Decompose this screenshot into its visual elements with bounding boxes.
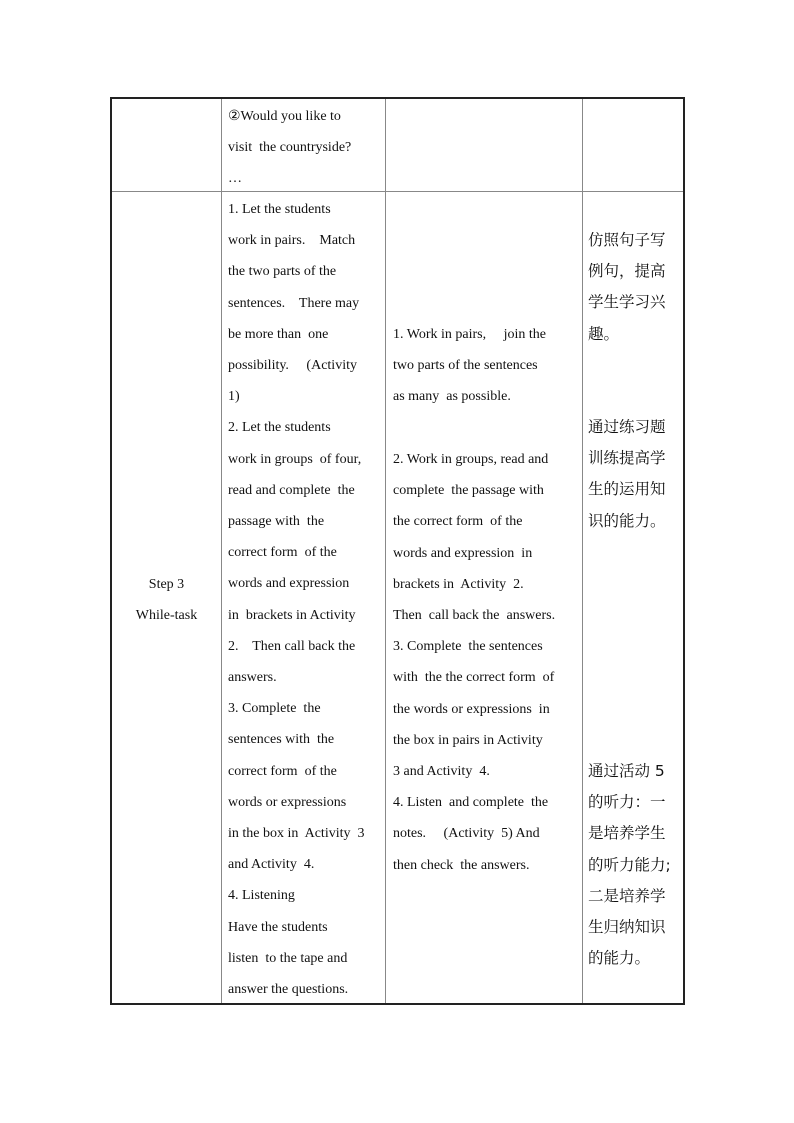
text-line: complete the passage with — [393, 483, 544, 499]
column-divider — [582, 99, 583, 1003]
text-line: 识的能力。 — [588, 511, 666, 530]
text-line: 2. Let the students — [228, 420, 331, 436]
text-line: be more than one — [228, 326, 329, 342]
text-line: sentences. There may — [228, 295, 360, 311]
column-divider — [221, 99, 222, 1003]
text-line: 3. Complete the sentences — [393, 639, 543, 655]
text-line: in the box in Activity 3 — [228, 826, 365, 842]
text-line: 仿照句子写 — [588, 231, 666, 249]
text-line: 1. Work in pairs, join the — [393, 327, 546, 342]
row1-activities-cell — [228, 101, 351, 195]
text-line: 训练提高学 — [588, 449, 666, 468]
text-line: 4. Listen and complete the — [393, 795, 549, 811]
text-line: correct form of the — [228, 545, 337, 561]
text-line: visit the countryside? — [228, 140, 352, 156]
text-line: 例句，提高 — [588, 262, 666, 281]
text-line: work in groups of four, — [228, 451, 362, 467]
text-line: the words or expressions in — [393, 701, 550, 717]
text-line: brackets in Activity 2. — [393, 576, 524, 592]
text-line: 的能力。 — [588, 949, 651, 968]
text-line: … — [228, 171, 242, 187]
text-line: sentences with the — [228, 732, 335, 748]
text-line: 3 and Activity 4. — [393, 764, 490, 780]
text-line: 的听力：一 — [588, 793, 666, 812]
text-line: 是培养学生 — [588, 824, 666, 843]
text-line: words or expressions — [228, 794, 347, 810]
text-line: 1) — [228, 389, 240, 405]
text-line: Have the students — [228, 919, 328, 935]
text-line: Then call back the answers. — [393, 608, 556, 624]
text-line: work in pairs. Match — [228, 233, 356, 249]
text-line: then check the answers. — [393, 857, 530, 873]
text-line: two parts of the sentences — [393, 358, 538, 374]
purpose-cell-b — [588, 412, 666, 537]
text-line: as many as possible. — [393, 389, 511, 405]
student-activities-cell-b — [393, 444, 555, 881]
text-line: with the the correct form of — [393, 670, 555, 686]
text-line: 的听力能力; — [588, 855, 671, 874]
text-line: the correct form of the — [393, 514, 523, 530]
text-line: read and complete the — [228, 482, 355, 498]
text-line: 2. Work in groups, read and — [393, 452, 549, 467]
text-line: answer the questions. — [228, 982, 349, 998]
text-line: 通过练习题 — [588, 418, 666, 436]
text-line: 生的运用知 — [588, 480, 666, 499]
text-line: and Activity 4. — [228, 857, 315, 873]
step-number: Step 3 — [148, 577, 185, 592]
student-activities-cell-a — [393, 319, 546, 413]
text-line: words and expression in — [393, 545, 533, 561]
text-line: the two parts of the — [228, 264, 337, 280]
text-line: 趣。 — [588, 324, 620, 343]
text-line: 2. Then call back the — [228, 638, 356, 654]
purpose-cell-a — [588, 225, 666, 350]
text-line: ②Would you like to — [228, 109, 341, 124]
column-divider — [385, 99, 386, 1003]
text-line: notes. (Activity 5) And — [393, 826, 540, 842]
text-line: passage with the — [228, 514, 325, 530]
text-line: correct form of the — [228, 763, 337, 779]
text-line: answers. — [228, 670, 277, 686]
text-line: 3. Complete the — [228, 701, 321, 717]
step-name: While-task — [135, 608, 198, 623]
purpose-cell-c — [588, 756, 671, 974]
text-line: 生归纳知识 — [588, 918, 666, 937]
text-line: 学生学习兴 — [588, 293, 666, 312]
lesson-plan-table — [110, 97, 685, 1005]
text-line: words and expression — [228, 576, 350, 592]
text-line: the box in pairs in Activity — [393, 732, 543, 748]
text-line: possibility. (Activity — [228, 358, 357, 374]
step-label — [112, 569, 221, 631]
text-line: 1. Let the students — [228, 202, 331, 217]
text-line: 通过活动 5 — [588, 762, 665, 780]
row-divider — [112, 191, 683, 192]
text-line: in brackets in Activity — [228, 607, 356, 623]
text-line: 4. Listening — [228, 888, 295, 904]
teacher-activities-cell — [228, 194, 365, 1005]
text-line: listen to the tape and — [228, 950, 348, 966]
text-line: 二是培养学 — [588, 886, 666, 905]
